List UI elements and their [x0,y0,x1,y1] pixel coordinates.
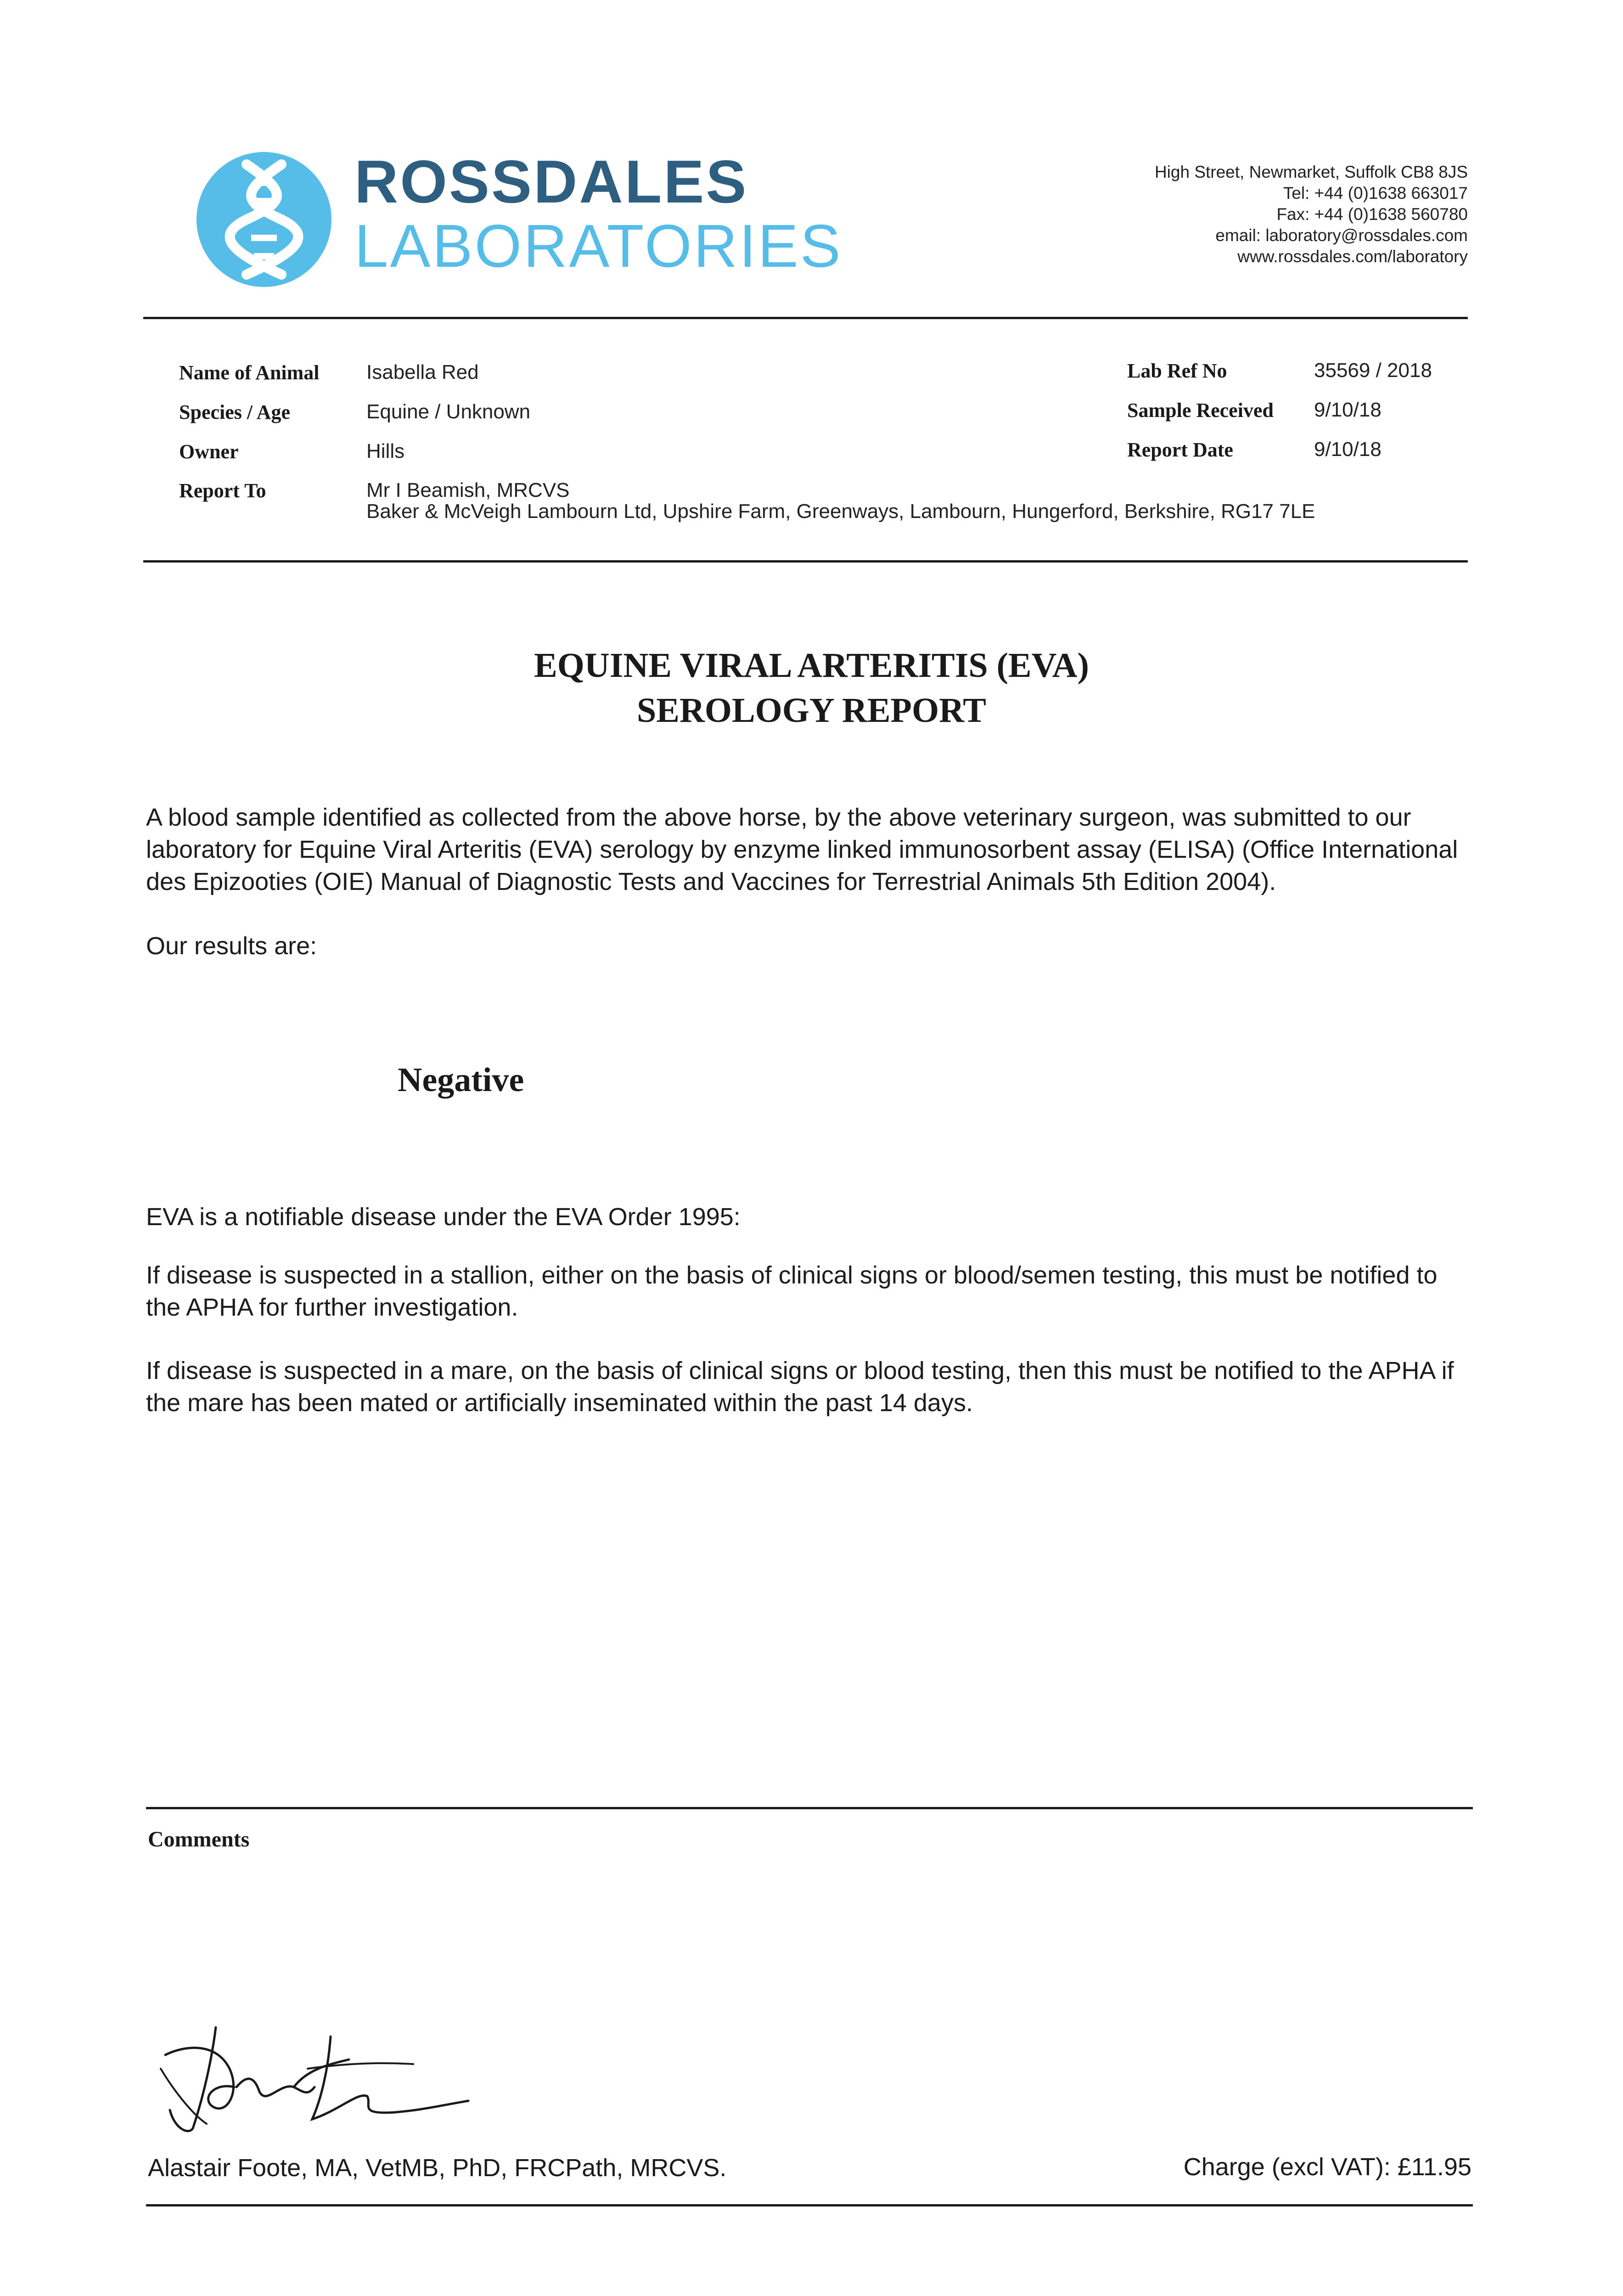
name-of-animal-label: Name of Animal [179,361,320,384]
comments-label: Comments [148,1827,250,1851]
report-date-value: 9/10/18 [1314,438,1382,461]
lab-ref-value: 35569 / 2018 [1314,359,1432,382]
owner-value: Hills [366,440,405,462]
header-divider [143,317,1468,319]
species-age-label: Species / Age [179,401,290,423]
lab-tel: Tel: +44 (0)1638 663017 [1283,184,1468,203]
lab-fax: Fax: +44 (0)1638 560780 [1276,205,1468,224]
sample-received-value: 9/10/18 [1314,399,1382,421]
charge-amount: Charge (excl VAT): £11.95 [1183,2153,1471,2181]
report-title-line2: SEROLOGY REPORT [637,691,986,730]
report-title-line1: EQUINE VIRAL ARTERITIS (EVA) [534,646,1089,685]
name-of-animal-value: Isabella Red [366,361,479,383]
notifiable-statement: EVA is a notifiable disease under the EVA Order 1995: [146,1203,741,1231]
stallion-paragraph: If disease is suspected in a stallion, either on the basis of clinical signs or blood/semen testing, this must be notified to the APHA for further investigation. [146,1261,1438,1321]
sample-received-label: Sample Received [1127,399,1274,422]
rossdales-dna-logo [195,151,333,288]
lab-website: www.rossdales.com/laboratory [1237,247,1468,266]
report-to-address: Baker & McVeigh Lambourn Ltd, Upshire Farm, Greenways, Lambourn, Hungerford, Berkshire, RG17 7LE [366,500,1315,523]
lab-ref-label: Lab Ref No [1127,360,1227,382]
brand-name-line1: ROSSDALES [354,148,748,215]
lab-address: High Street, Newmarket, Suffolk CB8 8JS [1154,163,1468,181]
report-date-label: Report Date [1127,439,1233,461]
species-age-value: Equine / Unknown [366,400,531,423]
owner-label: Owner [179,440,239,463]
mare-paragraph: If disease is suspected in a mare, on the basis of clinical signs or blood testing, then this must be notified to the APHA if the mare has been mated or artificially inseminated within the past 14 days. [146,1357,1454,1417]
test-result: Negative [398,1061,524,1099]
brand-name-line2: LABORATORIES [354,212,842,280]
signatory-name: Alastair Foote, MA, VetMB, PhD, FRCPath, MRCVS. [148,2154,727,2182]
report-title [0,643,1623,733]
footer-divider [146,2204,1473,2206]
results-intro: Our results are: [146,932,317,960]
info-divider [143,560,1468,563]
report-to-label: Report To [179,479,266,502]
comments-divider [146,1807,1473,1809]
handwritten-signature [156,2018,505,2138]
lab-email: email: laboratory@rossdales.com [1215,226,1468,245]
report-to-name: Mr I Beamish, MRCVS [366,479,570,501]
lab-contact-block [1155,162,1468,267]
intro-paragraph: A blood sample identified as collected from the above horse, by the above veterinary surgeon, was submitted to our laboratory for Equine Viral Arteritis (EVA) serology by enzyme linked immunosorbent assay (ELISA) (Office International des Epizooties (OIE) Manual of Diagnostic Tests and Vaccines for Terrestrial Animals 5th Edition 2004). [146,804,1458,895]
